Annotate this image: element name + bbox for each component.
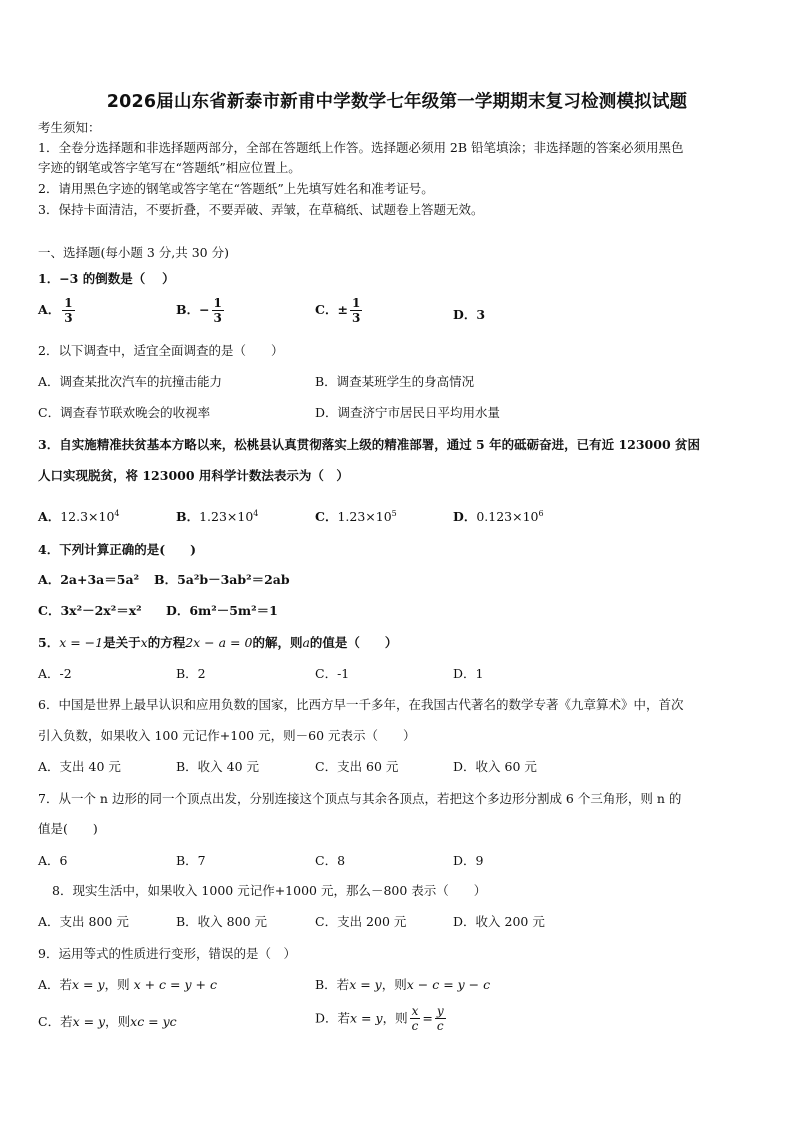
question-1-option-a: A． $\frac{1}{3}$ [38, 296, 73, 325]
question-6-stem-line-1: 6．中国是世界上最早认识和应用负数的国家，比西方早一千多年，在我国古代著名的数学专著《九章算术》中，首次 [38, 697, 684, 712]
question-5-option-c: C．-1 [315, 666, 350, 681]
notice-item-1b: 字迹的钢笔或答字笔写在“答题纸”相应位置上。 [38, 160, 301, 175]
question-6-option-b: B．收入 40 元 [176, 759, 260, 774]
question-8-option-b: B．收入 800 元 [176, 914, 267, 929]
question-7-option-c: C．8 [315, 853, 346, 868]
page-title: 2026届山东省新泰市新甫中学数学七年级第一学期期末复习检测模拟试题 [106, 92, 688, 112]
question-2-option-c: C．调查春节联欢晚会的收视率 [38, 405, 211, 420]
question-9-option-d: D．若x = y，则 $\frac{x}{c}$ = $\frac{y}{c}$ [315, 1004, 444, 1033]
question-6-option-a: A．支出 40 元 [38, 759, 121, 774]
question-2-option-a: A．调查某批次汽车的抗撞击能力 [38, 374, 223, 389]
question-9-option-c: C．若x = y，则xc = yc [38, 1014, 177, 1029]
question-3-option-d: D．$0.123\times 10^6$ [453, 509, 544, 524]
question-4-stem: 4．下列计算正确的是( ) [38, 542, 197, 557]
question-3-stem-line-1: 3．自实施精准扶贫基本方略以来，松桃县认真贯彻落实上级的精准部署，通过 5 年的砥砺奋进，已有近 123000 贫困 [38, 437, 700, 452]
notice-heading: 考生须知： [38, 120, 101, 135]
question-1-stem: 1．−3 的倒数是（ ） [38, 271, 175, 286]
question-1-option-b: B．− $\frac{1}{3}$ [176, 296, 222, 325]
question-6-option-d: D．收入 60 元 [453, 759, 537, 774]
section-heading: 一、选择题(每小题 3 分,共 30 分) [38, 245, 229, 260]
question-1-option-c: C．± $\frac{1}{3}$ [315, 296, 361, 325]
question-4-option-d: D．6m²－5m²＝1 [166, 603, 278, 618]
question-7-option-a: A．6 [38, 853, 68, 868]
question-5-stem: 5．x = −1是关于x的方程2x − a = 0的解，则a的值是（ ） [38, 635, 398, 650]
question-5-option-b: B．2 [176, 666, 206, 681]
question-6-stem-line-2: 引入负数，如果收入 100 元记作+100 元，则－60 元表示（ ） [38, 728, 416, 743]
question-9-option-b: B．若x = y，则x − c = y − c [315, 977, 491, 992]
question-3-option-a: A．$12.3\times 10^4$ [38, 509, 120, 524]
question-8-stem: 8．现实生活中，如果收入 1000 元记作+1000 元，那么－800 表示（ ） [52, 883, 487, 898]
question-7-stem-line-1: 7．从一个 n 边形的同一个顶点出发，分别连接这个顶点与其余各顶点，若把这个多边形分割成 6 个三角形，则 n 的 [38, 791, 682, 806]
question-3-option-b: B．$1.23\times 10^4$ [176, 509, 259, 524]
question-6-option-c: C．支出 60 元 [315, 759, 399, 774]
question-8-option-d: D．收入 200 元 [453, 914, 545, 929]
question-1-option-d: D．3 [453, 307, 486, 322]
question-2-option-d: D．调查济宁市居民日平均用水量 [315, 405, 501, 420]
question-2-option-b: B．调查某班学生的身高情况 [315, 374, 475, 389]
question-5-option-a: A．-2 [38, 666, 72, 681]
question-4-option-c: C．3x²－2x²＝x² [38, 603, 142, 618]
question-8-option-c: C．支出 200 元 [315, 914, 407, 929]
notice-item-3: 3．保持卡面清洁，不要折叠，不要弄破、弄皱，在草稿纸、试题卷上答题无效。 [38, 202, 484, 217]
question-5-option-d: D．1 [453, 666, 484, 681]
question-7-stem-line-2: 值是( ) [38, 821, 98, 836]
question-4-option-a: A．2a+3a＝5a² [38, 572, 140, 587]
notice-item-1a: 1．全卷分选择题和非选择题两部分，全部在答题纸上作答。选择题必须用 2B 铅笔填涂；非选择题的答案必须用黑色 [38, 140, 684, 155]
question-4-option-b: B．5a²b－3ab²＝2ab [154, 572, 290, 587]
question-9-stem: 9．运用等式的性质进行变形，错误的是（ ） [38, 946, 296, 961]
notice-item-2: 2．请用黑色字迹的钢笔或答字笔在“答题纸”上先填写姓名和准考证号。 [38, 181, 434, 196]
question-9-option-a: A．若x = y，则 x + c = y + c [38, 977, 217, 992]
question-3-option-c: C．$1.23\times 10^5$ [315, 509, 397, 524]
question-7-option-b: B．7 [176, 853, 206, 868]
question-8-option-a: A．支出 800 元 [38, 914, 129, 929]
question-3-stem-line-2: 人口实现脱贫，将 123000 用科学计数法表示为（ ） [38, 468, 349, 483]
question-2-stem: 2．以下调查中，适宜全面调查的是（ ） [38, 343, 284, 358]
question-7-option-d: D．9 [453, 853, 484, 868]
